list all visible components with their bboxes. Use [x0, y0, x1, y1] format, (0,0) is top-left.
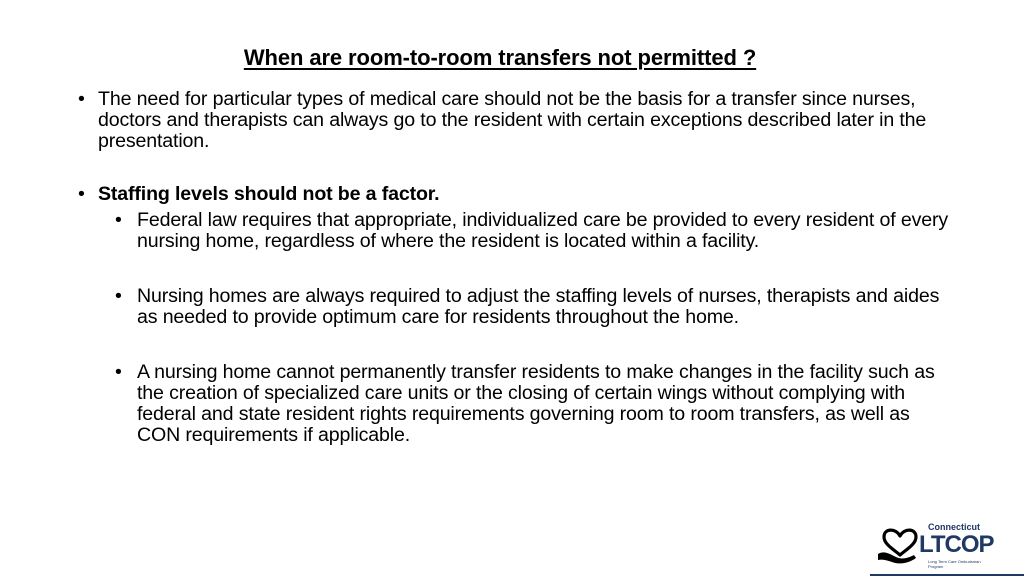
sub-bullet-text: Federal law requires that appropriate, individualized care be provided to every resident of every nursing home, regardless of where the resident is located within a facility.: [137, 209, 949, 252]
hands-heart-icon: [876, 524, 924, 566]
logo-big-text: LTCOP: [919, 531, 994, 558]
sub-bullet-item: [76, 286, 956, 328]
bullet-glyph: •: [78, 88, 85, 110]
slide-content: [76, 89, 956, 446]
bullet-text: Staffing levels should not be a factor.: [98, 183, 440, 205]
bullet-item: [76, 184, 956, 205]
logo-small-text: Connecticut: [928, 522, 981, 532]
bullet-glyph: •: [78, 183, 85, 205]
ltcop-logo: [876, 522, 994, 570]
sub-bullet-item: [76, 362, 956, 446]
bullet-item: [76, 89, 956, 152]
bullet-text: The need for particular types of medical care should not be the basis for a transfer since nurses, doctors and therapists can always go to the resident with certain exceptions described later in the presentation.: [98, 88, 927, 152]
bullet-glyph: •: [115, 361, 122, 383]
logo-tagline: Long Term Care Ombudsman Program: [928, 559, 981, 569]
slide-title: When are room-to-room transfers not permitted ?: [243, 45, 757, 70]
sub-bullet-item: [76, 210, 956, 252]
sub-bullet-text: A nursing home cannot permanently transfer residents to make changes in the facility such as the creation of specialized care units or the closing of certain wings without complying with federal and state resident rights requirements governing room to room transfers, as well as CON requirements if applicable.: [137, 361, 935, 446]
sub-bullet-text: Nursing homes are always required to adjust the staffing levels of nurses, therapists and aides as needed to provide optimum care for residents throughout the home.: [137, 285, 940, 328]
bullet-glyph: •: [115, 209, 122, 231]
bullet-glyph: •: [115, 285, 122, 307]
